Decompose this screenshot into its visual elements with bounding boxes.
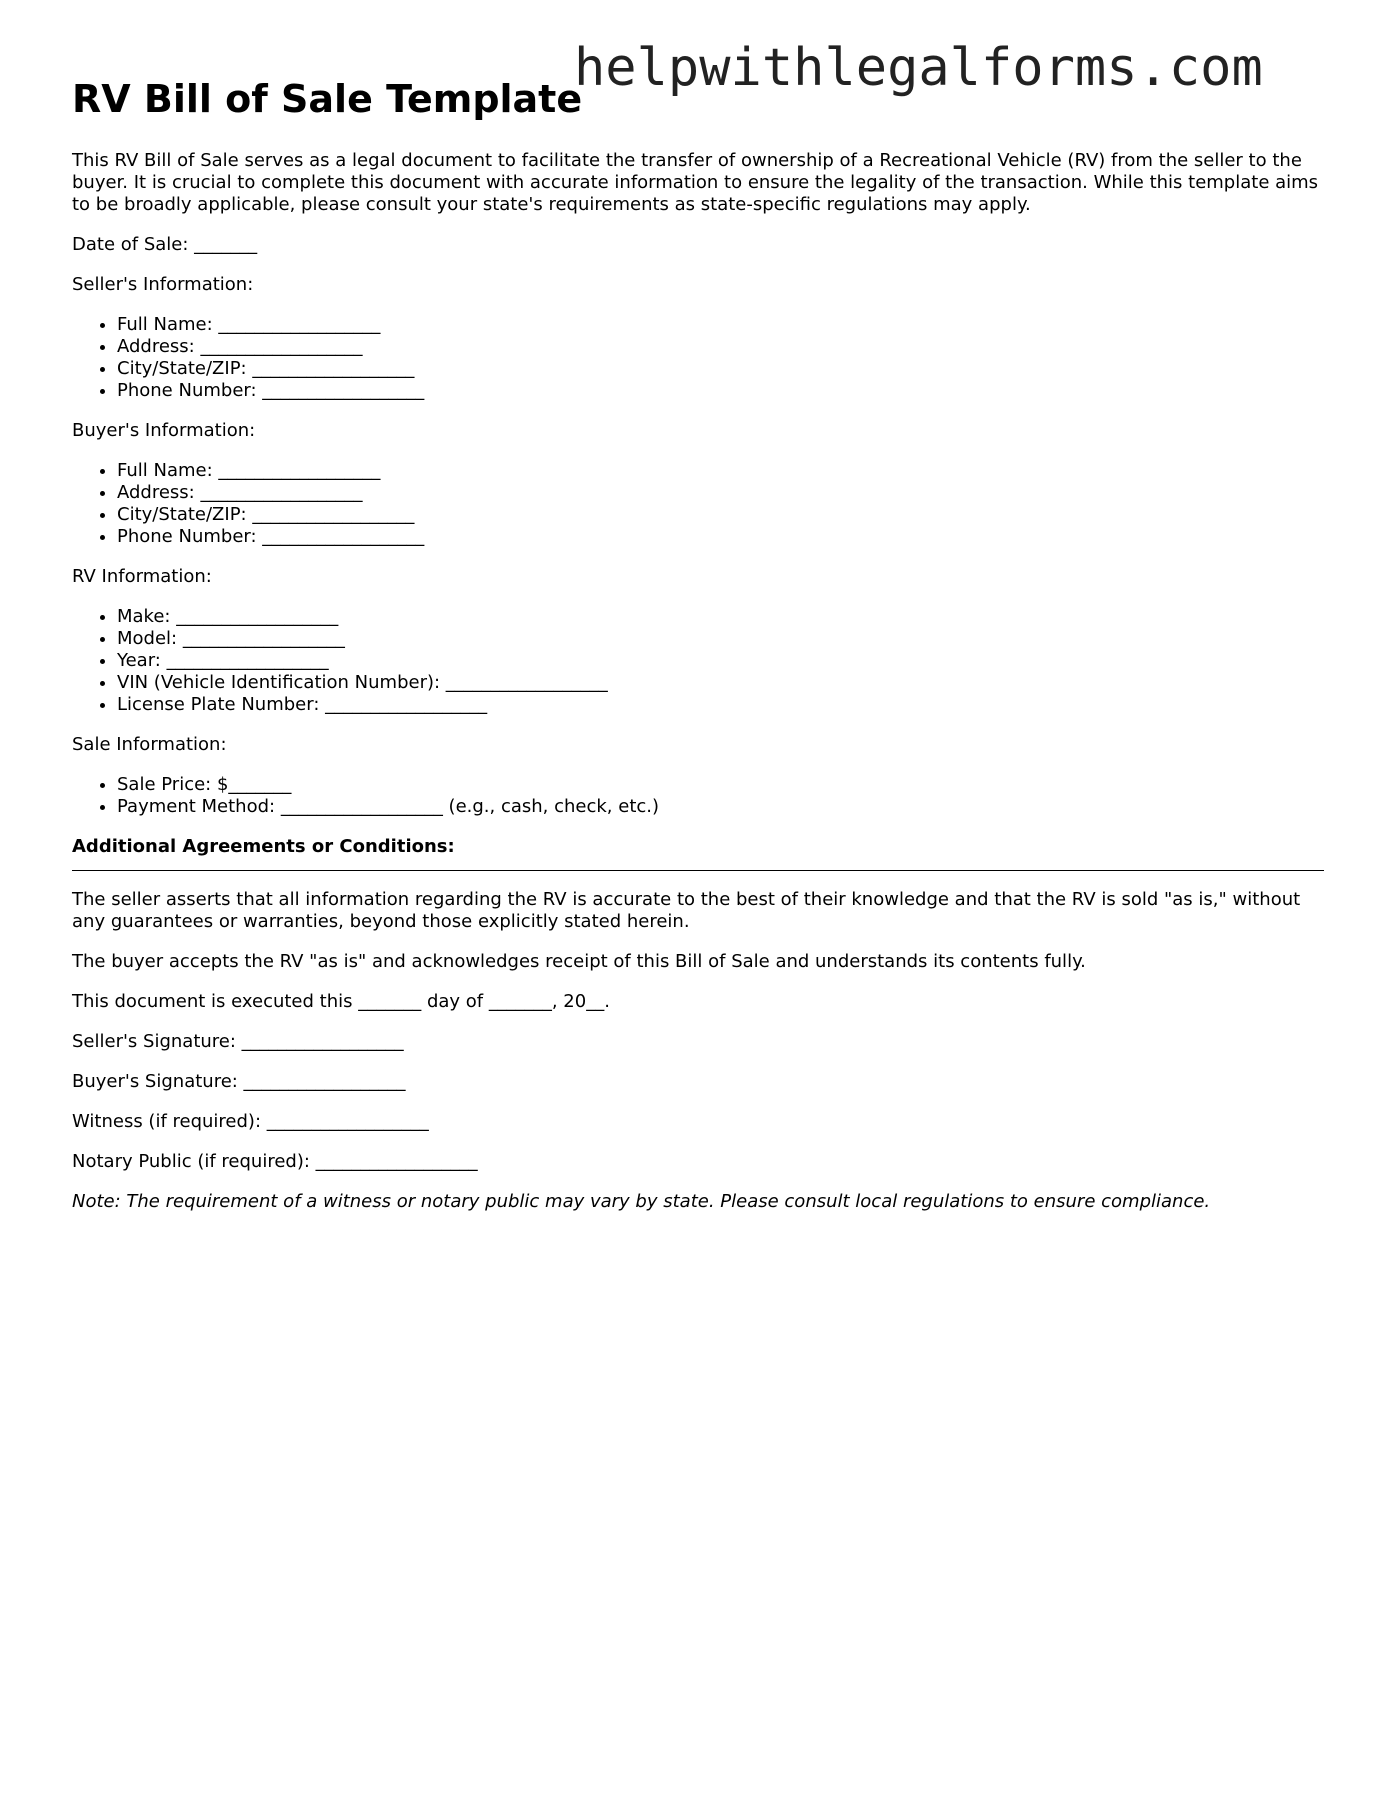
seller-address-field: • Address: __________________ xyxy=(117,336,1324,358)
additional-agreements-line xyxy=(72,870,1324,871)
rv-model-field: • Model: __________________ xyxy=(117,628,1324,650)
buyer-heading: Buyer's Information: xyxy=(72,419,256,441)
sale-list xyxy=(72,774,1324,818)
buyer-list xyxy=(72,460,1324,548)
additional-agreements-heading: Additional Agreements or Conditions: xyxy=(72,835,455,857)
seller-list xyxy=(72,314,1324,402)
seller-phone-field: • Phone Number: __________________ xyxy=(117,380,1324,402)
notary-signature-field: Notary Public (if required): __________________ xyxy=(72,1150,478,1172)
intro-paragraph: This RV Bill of Sale serves as a legal document to facilitate the transfer of ownership of a Recreational Vehicle (RV) from the seller to the buyer. It is crucial to complete this document with accurate information to ensure the legality of the transaction. While this template aims to be broadly applicable, please consult your state's requirements as state-specific regulations may apply. xyxy=(72,149,1319,215)
seller-city-state-zip-field: • City/State/ZIP: __________________ xyxy=(117,358,1324,380)
seller-heading: Seller's Information: xyxy=(72,273,254,295)
witness-signature-field: Witness (if required): __________________ xyxy=(72,1110,429,1132)
buyer-acceptance-paragraph: The buyer accepts the RV "as is" and acknowledges receipt of this Bill of Sale and understands its contents fully. xyxy=(72,950,1086,972)
seller-assertion-paragraph: The seller asserts that all information regarding the RV is accurate to the best of their knowledge and that the RV is sold "as is," without any guarantees or warranties, beyond those explicitly stated herein. xyxy=(72,888,1301,932)
seller-full-name-field: • Full Name: __________________ xyxy=(117,314,1324,336)
document xyxy=(72,78,1324,1231)
rv-vin-field: • VIN (Vehicle Identification Number): __________________ xyxy=(117,672,1324,694)
rv-heading: RV Information: xyxy=(72,565,212,587)
buyer-phone-field: • Phone Number: __________________ xyxy=(117,526,1324,548)
execution-date-field: This document is executed this _______ day of _______, 20__. xyxy=(72,990,610,1012)
buyer-signature-field: Buyer's Signature: __________________ xyxy=(72,1070,406,1092)
seller-signature-field: Seller's Signature: __________________ xyxy=(72,1030,404,1052)
sale-heading: Sale Information: xyxy=(72,733,227,755)
page-title: RV Bill of Sale Template xyxy=(72,77,583,121)
rv-year-field: • Year: __________________ xyxy=(117,650,1324,672)
date-of-sale-field: Date of Sale: _______ xyxy=(72,233,258,255)
rv-list xyxy=(72,606,1324,716)
buyer-city-state-zip-field: • City/State/ZIP: __________________ xyxy=(117,504,1324,526)
rv-make-field: • Make: __________________ xyxy=(117,606,1324,628)
sale-price-field: • Sale Price: $_______ xyxy=(117,774,1324,796)
rv-license-plate-field: • License Plate Number: __________________ xyxy=(117,694,1324,716)
watermark: helpwithlegalforms.com xyxy=(574,38,1263,98)
payment-method-field: • Payment Method: __________________ (e.g., cash, check, etc.) xyxy=(117,796,1324,818)
compliance-note: Note: The requirement of a witness or notary public may vary by state. Please consult local regulations to ensure compliance. xyxy=(72,1190,1211,1212)
buyer-address-field: • Address: __________________ xyxy=(117,482,1324,504)
buyer-full-name-field: • Full Name: __________________ xyxy=(117,460,1324,482)
